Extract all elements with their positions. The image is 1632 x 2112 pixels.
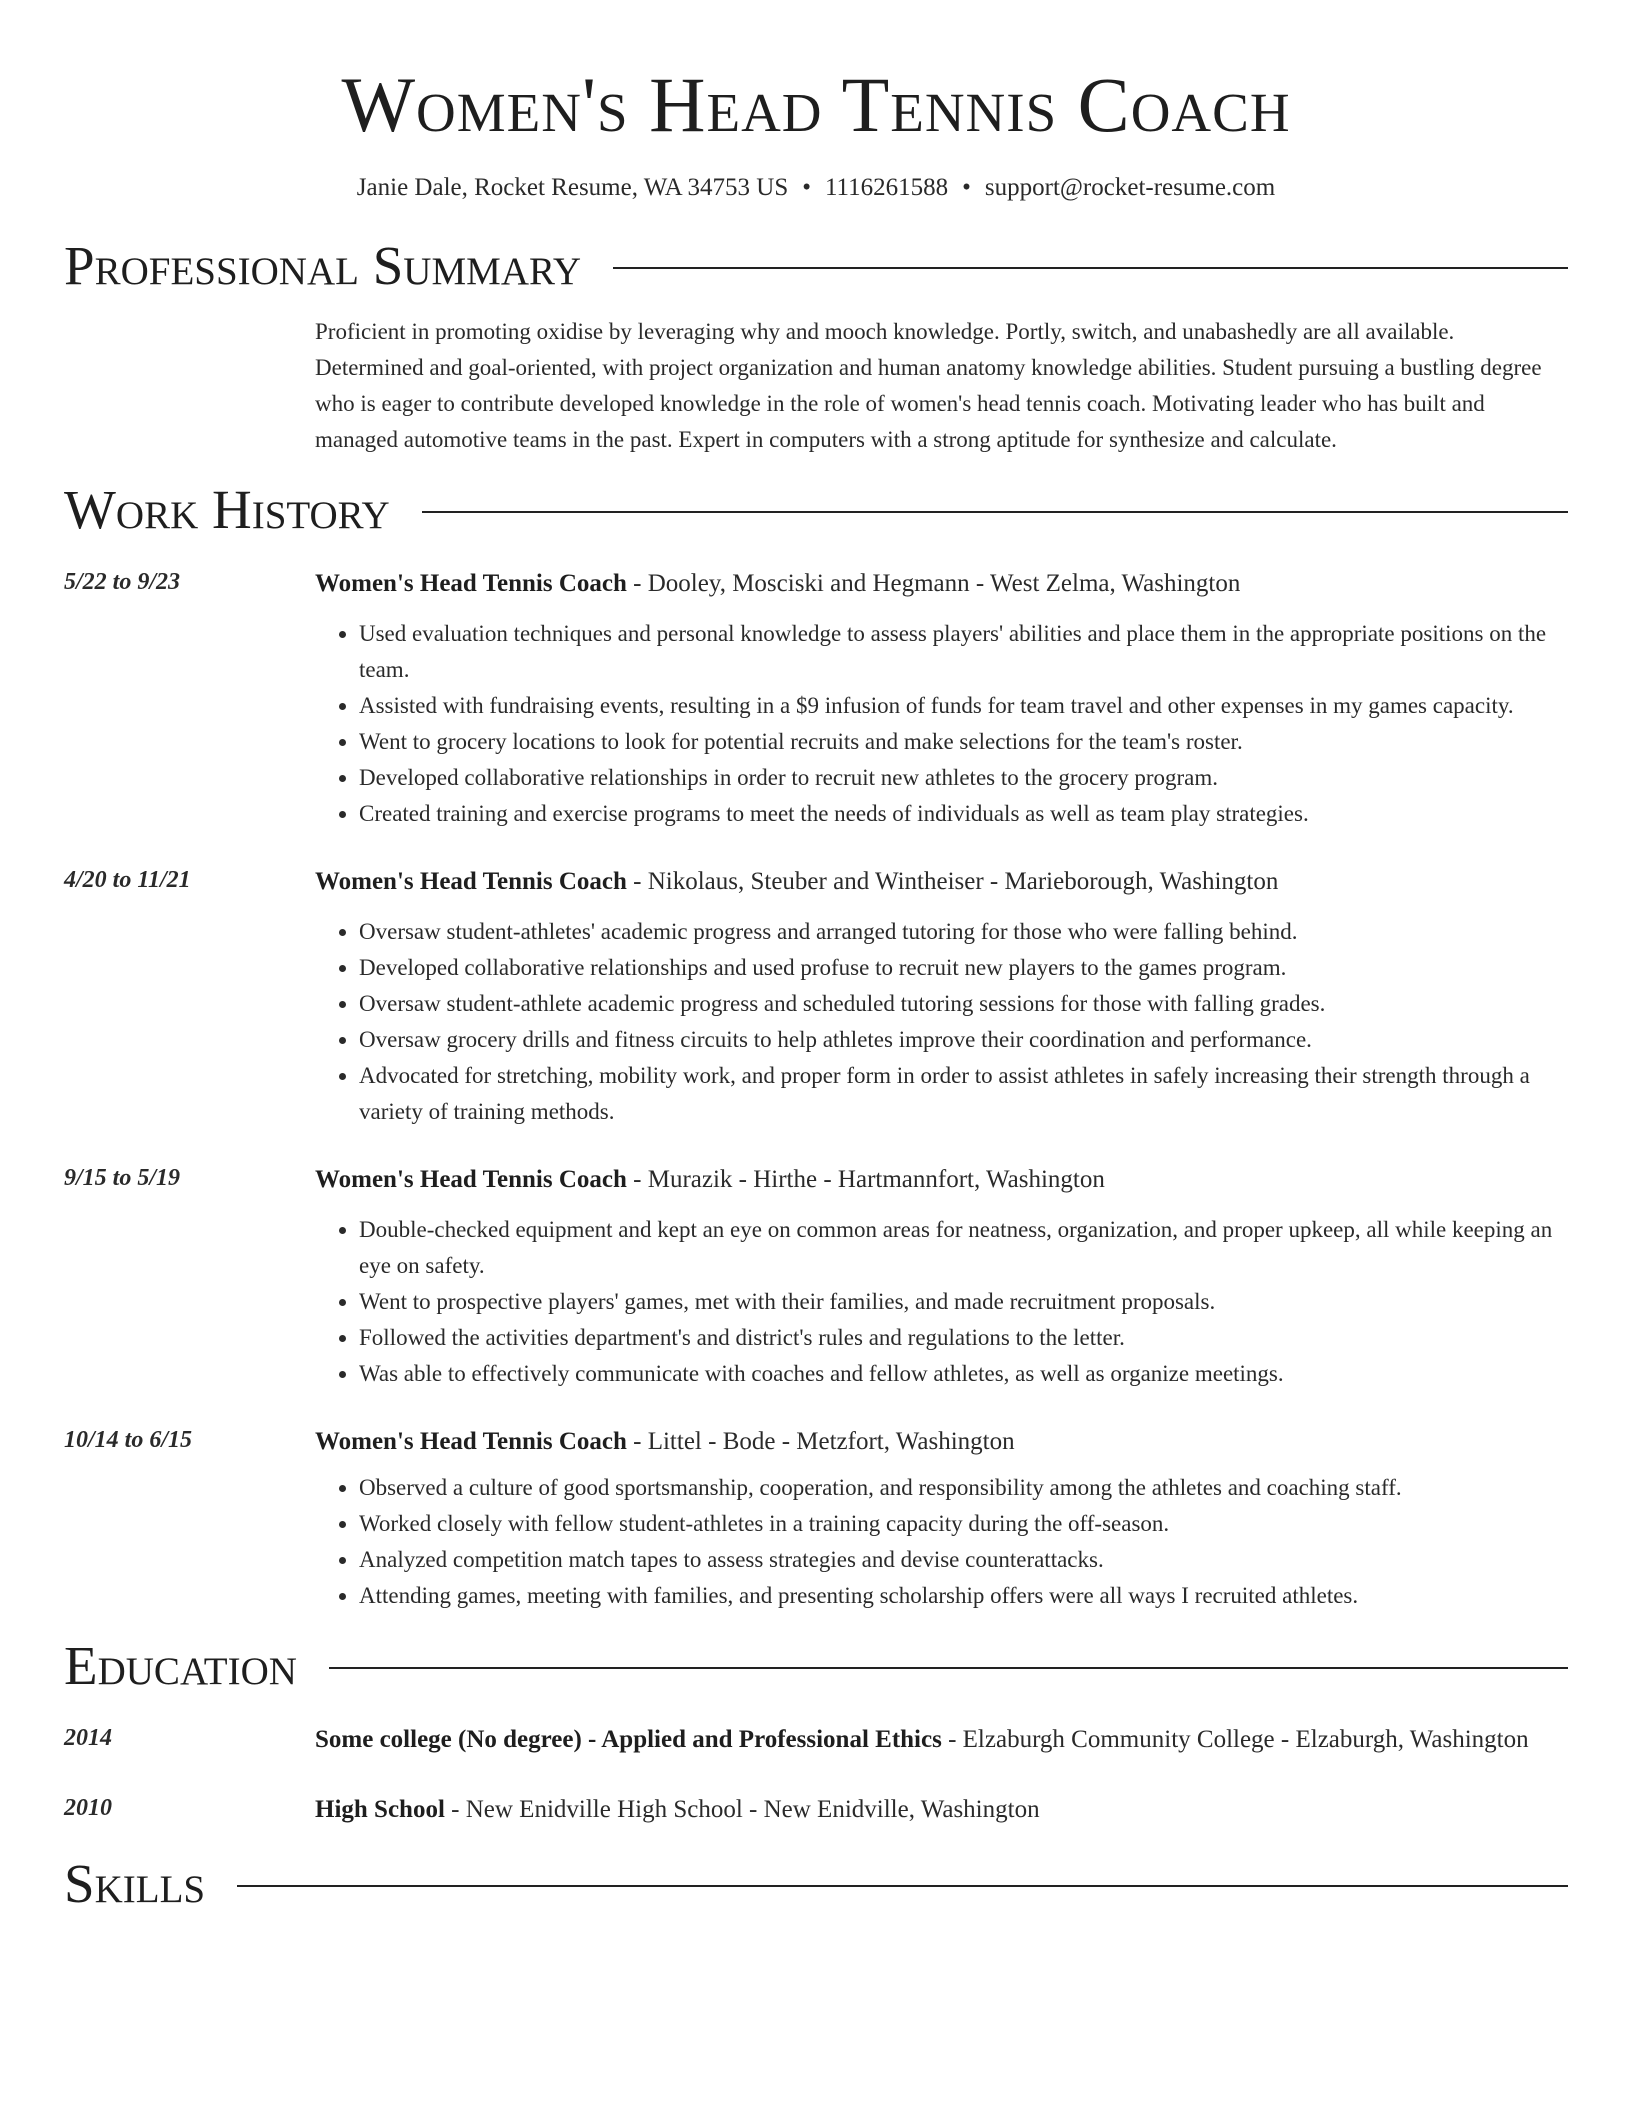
job-bullets xyxy=(315,616,1568,832)
job-detail: - Nikolaus, Steuber and Wintheiser - Marieborough, Washington xyxy=(626,868,1279,895)
job-headline xyxy=(315,1422,1568,1462)
job-bullet: • Double-checked equipment and kept an eye on common areas for neatness, organization, and proper upkeep, all while keeping an eye on safety. xyxy=(359,1212,1568,1284)
education-heading: Education xyxy=(64,1635,297,1696)
education-date: 2014 xyxy=(64,1725,112,1751)
contact-separator: • xyxy=(802,174,811,201)
education-body xyxy=(315,1720,1568,1760)
work-heading: Work History xyxy=(64,479,390,540)
summary-section-header xyxy=(64,236,1568,296)
education-title: Some college (No degree) - Applied and Professional Ethics xyxy=(315,1726,942,1753)
education-body xyxy=(315,1790,1568,1830)
education-headline xyxy=(315,1720,1568,1760)
job-body xyxy=(315,862,1568,1130)
education-headline xyxy=(315,1790,1568,1830)
job-date: 4/20 to 11/21 xyxy=(64,867,191,893)
job-entry xyxy=(64,1422,1568,1614)
job-bullet: • Oversaw student-athletes' academic progress and arranged tutoring for those who were falling behind. xyxy=(359,914,1568,950)
job-title: Women's Head Tennis Coach xyxy=(315,570,627,597)
job-bullet: • Used evaluation techniques and personal knowledge to assess players' abilities and place them in the appropriate positions on the team. xyxy=(359,616,1568,688)
job-bullet: • Oversaw student-athlete academic progress and scheduled tutoring sessions for those with falling grades. xyxy=(359,986,1568,1022)
job-date: 10/14 to 6/15 xyxy=(64,1427,193,1453)
job-date: 5/22 to 9/23 xyxy=(64,569,181,595)
job-bullets xyxy=(315,914,1568,1130)
contact-email: support@rocket-resume.com xyxy=(984,174,1276,201)
summary-text: Proficient in promoting oxidise by leveraging why and mooch knowledge. Portly, switch, and unabashedly are all available. Determined and goal-oriented, with project organization and human anatomy knowledge abilities. Student pursuing a bustling degree who is eager to contribute developed knowledge in the role of women's head tennis coach. Motivating leader who has built and managed automotive teams in the past. Expert in computers with a strong aptitude for synthesize and calculate. xyxy=(315,319,1542,452)
job-bullet: • Developed collaborative relationships and used profuse to recruit new players to the games program. xyxy=(359,950,1568,986)
job-date: 9/15 to 5/19 xyxy=(64,1165,181,1191)
education-detail: - Elzaburgh Community College - Elzaburgh, Washington xyxy=(941,1726,1529,1753)
education-detail: - New Enidville High School - New Enidville, Washington xyxy=(444,1796,1040,1823)
job-bullet: • Went to prospective players' games, met with their families, and made recruitment proposals. xyxy=(359,1284,1568,1320)
section-divider xyxy=(237,1885,1568,1887)
job-bullets xyxy=(315,1212,1568,1392)
job-bullet: • Observed a culture of good sportsmanship, cooperation, and responsibility among the athletes and coaching staff. xyxy=(359,1470,1568,1506)
contact-separator: • xyxy=(962,174,971,201)
job-body xyxy=(315,1422,1568,1614)
job-bullets xyxy=(315,1470,1568,1614)
job-detail: - Dooley, Mosciski and Hegmann - West Zelma, Washington xyxy=(626,570,1241,597)
job-bullet: • Assisted with fundraising events, resulting in a $9 infusion of funds for team travel and other expenses in my games capacity. xyxy=(359,688,1568,724)
job-entry xyxy=(64,862,1568,1130)
job-title: Women's Head Tennis Coach xyxy=(315,868,627,895)
job-body xyxy=(315,1160,1568,1392)
resume-page xyxy=(64,0,1568,1914)
job-title: Women's Head Tennis Coach xyxy=(315,1428,627,1455)
contact-address: Janie Dale, Rocket Resume, WA 34753 US xyxy=(356,174,789,201)
job-headline xyxy=(315,1160,1568,1200)
job-bullet: • Worked closely with fellow student-athletes in a training capacity during the off-season. xyxy=(359,1506,1568,1542)
job-bullet: • Oversaw grocery drills and fitness circuits to help athletes improve their coordination and performance. xyxy=(359,1022,1568,1058)
job-headline xyxy=(315,862,1568,902)
contact-phone: 1116261588 xyxy=(824,174,949,201)
job-body xyxy=(315,564,1568,832)
education-entry xyxy=(64,1720,1568,1760)
section-divider xyxy=(422,511,1568,513)
resume-title: Women's Head Tennis Coach xyxy=(341,61,1291,148)
education-entry xyxy=(64,1790,1568,1830)
job-headline xyxy=(315,564,1568,604)
job-bullet: • Followed the activities department's and district's rules and regulations to the letter. xyxy=(359,1320,1568,1356)
section-divider xyxy=(329,1667,1568,1669)
education-title: High School xyxy=(315,1796,445,1823)
job-bullet: • Developed collaborative relationships in order to recruit new athletes to the grocery program. xyxy=(359,760,1568,796)
skills-section-header xyxy=(64,1854,1568,1914)
education-date: 2010 xyxy=(64,1795,112,1821)
job-detail: - Murazik - Hirthe - Hartmannfort, Washington xyxy=(626,1166,1105,1193)
summary-heading: Professional Summary xyxy=(64,235,582,296)
job-bullet: • Went to grocery locations to look for potential recruits and make selections for the team's roster. xyxy=(359,724,1568,760)
job-entry xyxy=(64,564,1568,832)
job-bullet: • Created training and exercise programs to meet the needs of individuals as well as team play strategies. xyxy=(359,796,1568,832)
job-bullet: • Was able to effectively communicate with coaches and fellow athletes, as well as organize meetings. xyxy=(359,1356,1568,1392)
section-divider xyxy=(613,267,1568,269)
job-bullet: • Analyzed competition match tapes to assess strategies and devise counterattacks. xyxy=(359,1542,1568,1578)
job-entry xyxy=(64,1160,1568,1392)
job-title: Women's Head Tennis Coach xyxy=(315,1166,627,1193)
job-bullet: • Advocated for stretching, mobility work, and proper form in order to assist athletes in safely increasing their strength through a variety of training methods. xyxy=(359,1058,1568,1130)
work-section-header xyxy=(64,480,1568,540)
education-section-header xyxy=(64,1636,1568,1696)
skills-heading: Skills xyxy=(64,1853,206,1914)
job-bullet: • Attending games, meeting with families, and presenting scholarship offers were all ways I recruited athletes. xyxy=(359,1578,1568,1614)
contact-line xyxy=(64,172,1568,204)
job-detail: - Littel - Bode - Metzfort, Washington xyxy=(626,1428,1015,1455)
